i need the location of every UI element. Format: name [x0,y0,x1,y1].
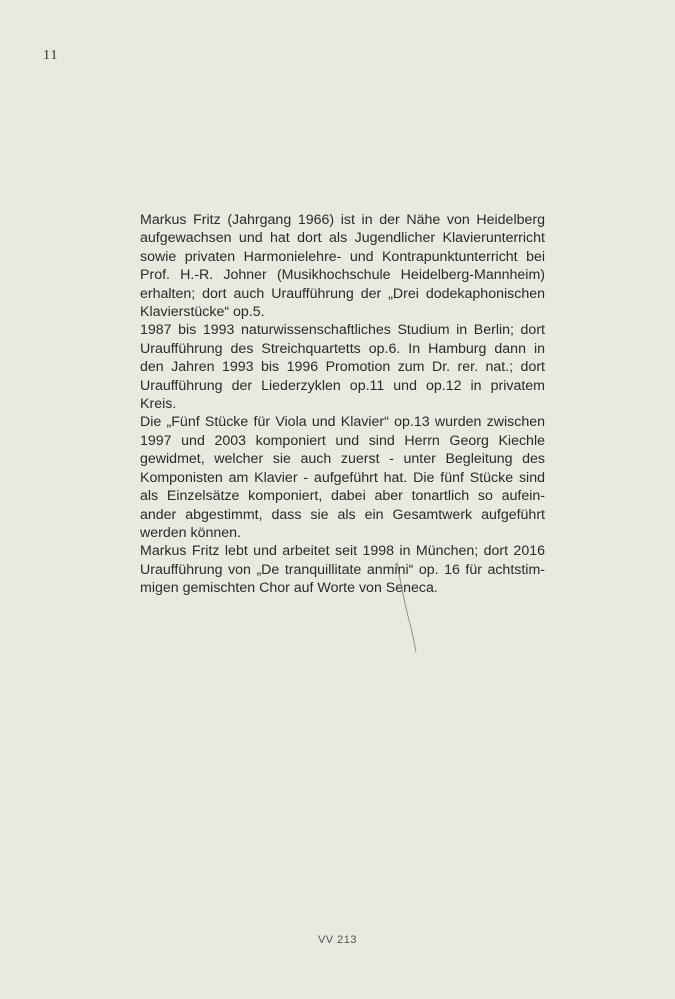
text-line: ander abgestimmt, dass sie als ein Gesamtwerk aufgeführt [140,506,545,523]
text-line: Markus Fritz (Jahrgang 1966) ist in der Nähe von Heidelberg [140,212,545,228]
text-line: 1997 und 2003 komponiert und sind Herrn Georg Kiechle [140,432,545,449]
pencil-stroke-mark [395,560,425,655]
bio-paragraph-4 [140,542,545,597]
bio-paragraph-1 [140,211,545,321]
text-line: Uraufführung des Streichquartetts op.6. In Hamburg dann in [140,340,545,357]
text-line: Klavierstücke“ op.5. [140,304,265,321]
text-line: erhalten; dort auch Uraufführung der „Drei dodekaphonischen [140,285,545,302]
catalog-code: VV 213 [317,934,358,946]
composer-biography [140,211,545,598]
bio-paragraph-2 [140,321,545,413]
text-line: den Jahren 1993 bis 1996 Promotion zum Dr. rer. nat.; dort [140,359,545,376]
text-line: gewidmet, welcher sie auch zuerst - unter Begleitung des [140,451,545,468]
text-line: sowie privaten Harmonielehre- und Kontrapunktunterricht bei [140,248,545,265]
text-line: werden können. [140,524,241,541]
text-line: aufgewachsen und hat dort als Jugendlicher Klavierunterricht [140,230,545,247]
text-line: Kreis. [140,396,177,413]
text-line: 1987 bis 1993 naturwissenschaftliches Studium in Berlin; dort [140,322,545,339]
text-line: Markus Fritz lebt und arbeitet seit 1998 in München; dort 2016 [140,543,545,560]
page-number: 11 [43,48,59,63]
text-line: migen gemischten Chor auf Worte von Seneca. [140,580,438,597]
text-line: Uraufführung der Liederzyklen op.11 und op.12 in privatem [140,377,545,394]
text-line: als Einzelsätze komponiert, dabei aber tonartlich so aufein- [140,488,545,505]
text-line: Prof. H.-R. Johner (Musikhochschule Heidelberg-Mannheim) [140,267,545,284]
text-line: Die „Fünf Stücke für Viola und Klavier“ op.13 wurden zwischen [140,414,545,431]
bio-paragraph-3 [140,413,545,542]
text-line: Komponisten am Klavier - aufgeführt hat. Die fünf Stücke sind [140,469,545,486]
text-line: Uraufführung von „De tranquillitate anmini“ op. 16 für achtstim- [140,561,545,578]
